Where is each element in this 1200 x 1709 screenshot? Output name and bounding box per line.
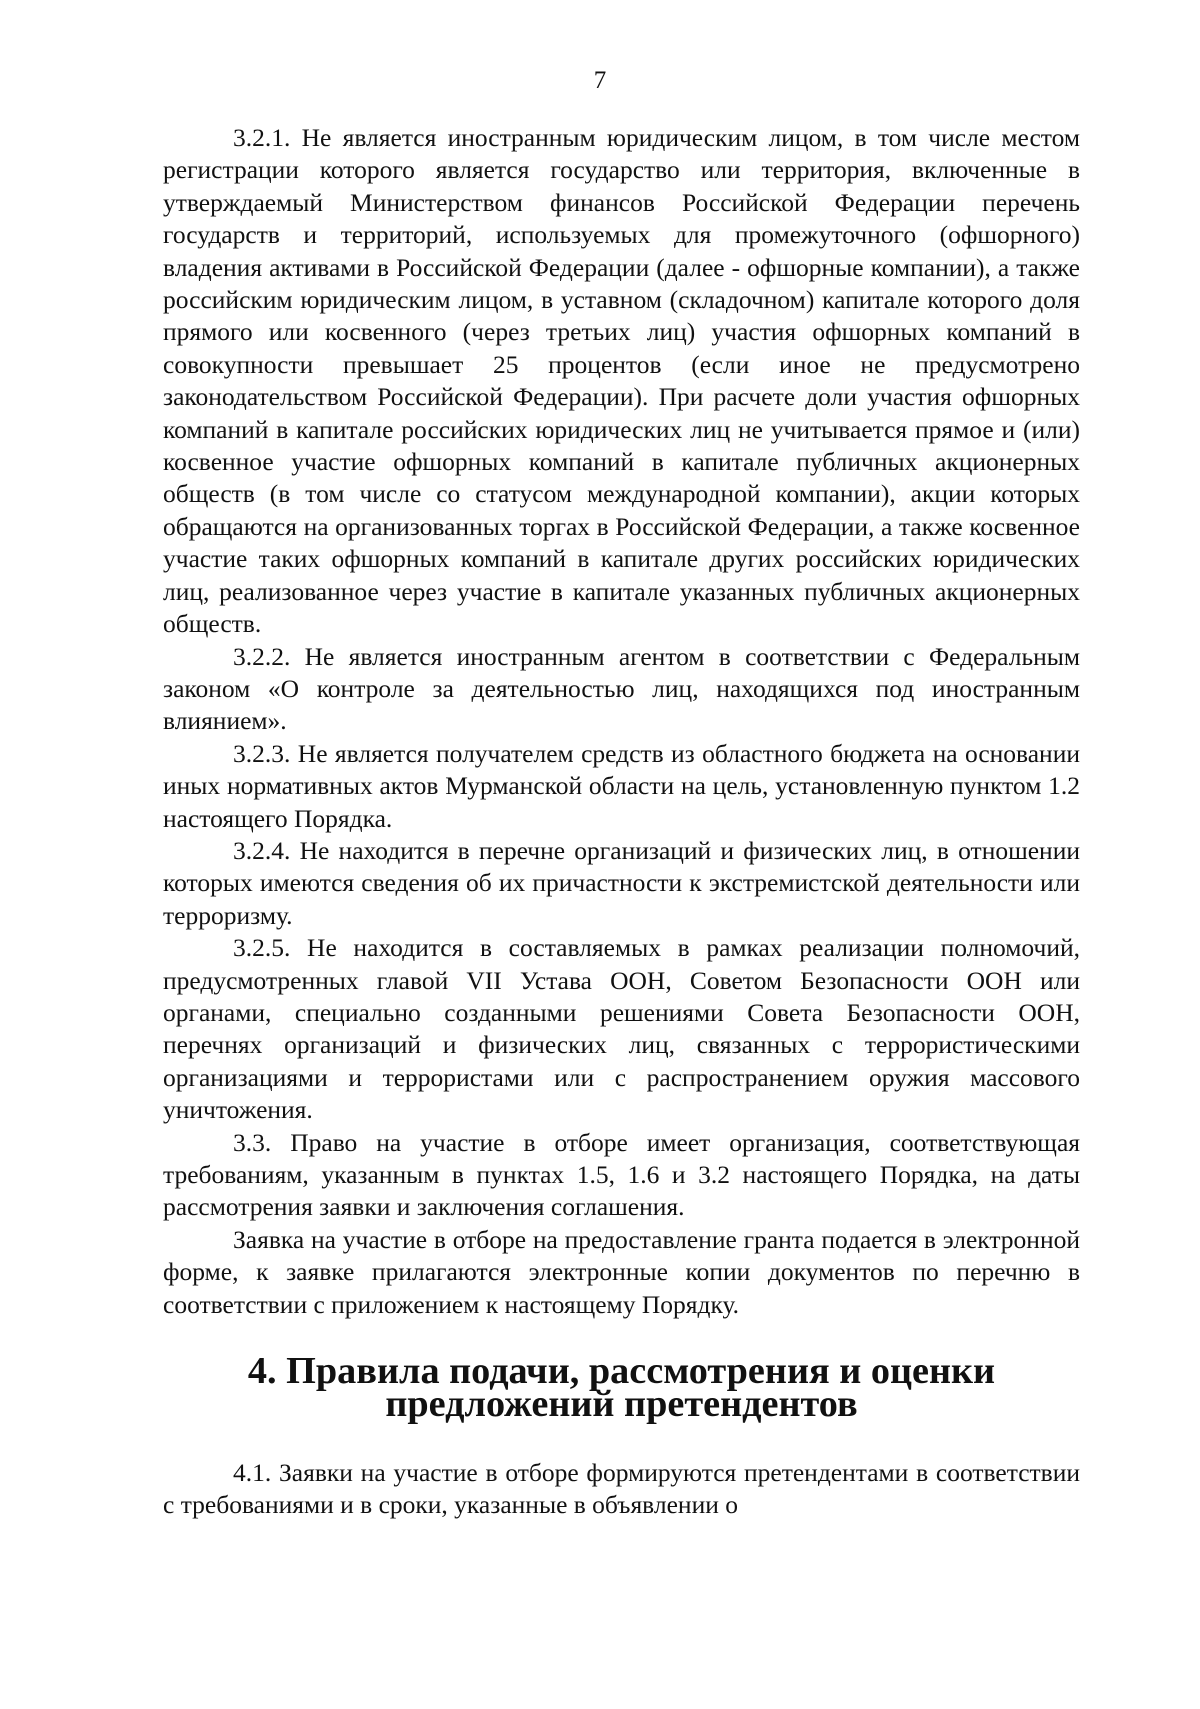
section-heading (163, 1350, 1080, 1426)
paragraph-3-2-5: 3.2.5. Не находится в составляемых в рамках реализации полномочий, предусмотренных главой VII Устава ООН, Советом Безопасности ООН или органами, специально созданными решениями Совета Безопасности ООН, перечнях организаций и физических лиц, связанных с террористическими организациями и террористами или с распространением оружия массового уничтожения. (163, 933, 1080, 1125)
document-body (163, 122, 1080, 1522)
section-heading-line-1: 4. Правила подачи, рассмотрения и оценки (247, 1350, 996, 1393)
paragraph-3-2-4: 3.2.4. Не находится в перечне организаций и физических лиц, в отношении которых имеются сведения об их причастности к экстремистской деятельности или терроризму. (163, 835, 1080, 930)
paragraph-4-1: 4.1. Заявки на участие в отборе формируются претендентами в соответствии с требованиями и в сроки, указанные в объявлении о (163, 1458, 1080, 1520)
paragraph-3-2-3: 3.2.3. Не является получателем средств из областного бюджета на основании иных нормативных актов Мурманской области на цель, установленную пунктом 1.2 настоящего Порядка. (163, 738, 1080, 833)
paragraph-application-form: Заявка на участие в отборе на предоставление гранта подается в электронной форме, к заявке прилагаются электронные копии документов по перечню в соответствии с приложением к настоящему Порядку. (163, 1224, 1080, 1319)
page-number: 7 (593, 67, 607, 94)
paragraph-3-2-1: 3.2.1. Не является иностранным юридическим лицом, в том числе местом регистрации которого является государство или территория, включенные в утверждаемый Министерством финансов Российской Федерации перечень государств и территорий, используемых для промежуточного (офшорного) владения активами в Российской Федерации (далее - офшорные компании), а также российским юридическим лицом, в уставном (складочном) капитале которого доля прямого или косвенного (через третьих лиц) участия офшорных компаний в совокупности превышает 25 процентов (если иное не предусмотрено законодательством Российской Федерации). При расчете доли участия офшорных компаний в капитале российских юридических лиц не учитывается прямое и (или) косвенное участие офшорных компаний в капитале публичных акционерных обществ (в том числе со статусом международной компании), акции которых обращаются на организованных торгах в Российской Федерации, а также косвенное участие таких офшорных компаний в капитале других российских юридических лиц, реализованное через участие в капитале указанных публичных акционерных обществ. (163, 123, 1080, 639)
section-heading-line-2: предложений претендентов (385, 1383, 858, 1426)
paragraph-3-2-2: 3.2.2. Не является иностранным агентом в соответствии с Федеральным законом «О контроле за деятельностью лиц, находящихся под иностранным влиянием». (163, 641, 1080, 736)
paragraph-3-3: 3.3. Право на участие в отборе имеет организация, соответствующая требованиям, указанным в пунктах 1.5, 1.6 и 3.2 настоящего Порядка, на даты рассмотрения заявки и заключения соглашения. (163, 1127, 1080, 1222)
